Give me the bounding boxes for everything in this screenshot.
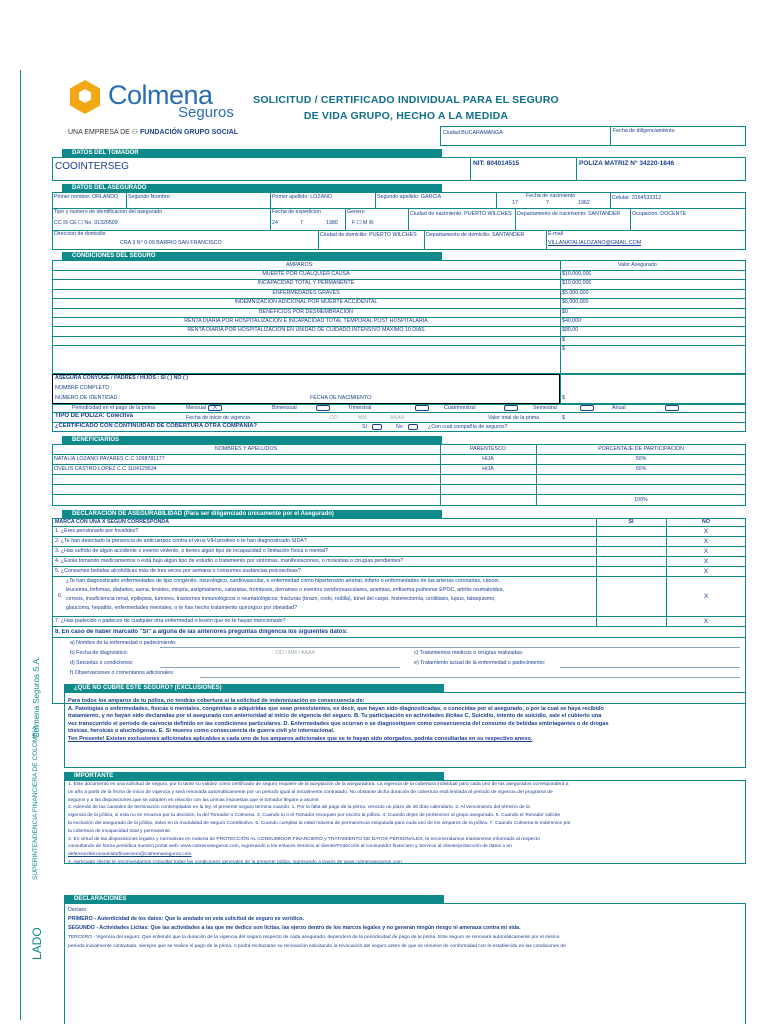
question-5: 5. ¿Consumes bebidas alcohólicas más de tres veces por semana o consumes sustancias psicoactivas?: [55, 568, 301, 574]
condiciones-section-bar: CONDICIONES DEL SEGURO: [62, 252, 442, 260]
divider: [52, 566, 746, 567]
declaracion-tercero-b: período inicialmente contratado, siempre que se realice el pago de la prima, o podrá rechazarse su renovación solicitando la revocación del seguro antes de que se renueve de conformidad con lo establecido en las condiciones de: [68, 944, 566, 949]
item-a[interactable]: a) Nombre de la enfermedad o padecimiento:: [70, 640, 177, 646]
declaracion-primero: PRIMERO - Autenticidad de los datos: Que lo anotado en esta solicitud de seguro es verídico.: [68, 916, 304, 922]
amparo-value[interactable]: $10,000,000: [562, 271, 592, 277]
exclusiones-line2: tratamiento, y no hayan sido declaradas por el asegurado con anterioridad al inicio de vigencia del seguro. B. Tu participación en actividades ilícitas C. Suicidio, intento de suicidio, sale el cubierto una: [68, 713, 602, 720]
divider: [52, 474, 746, 475]
answer-no-mark[interactable]: X: [703, 528, 709, 535]
divider: [52, 494, 746, 495]
direccion[interactable]: CRA 3 N° 0-09 BARRIO SAN FRANCISCO: [120, 240, 222, 246]
importante-section-bar: IMPORTANTE: [64, 772, 444, 780]
importante-p2d: la cobertura de incapacidad total y permanente.: [68, 828, 172, 834]
importante-p3b: consultando de forma periódica nuestro portal web: www.colmenaseguros.com, ingresando a los enlaces Servicio al cliente/Protección al consumidor financiero y Servicio al cliente/protección de datos o en: [68, 844, 512, 850]
divider: [610, 192, 611, 208]
amparo-value[interactable]: $0: [562, 308, 568, 315]
amparo-value[interactable]: $: [562, 336, 565, 343]
benef-percentage[interactable]: 50%: [635, 466, 647, 472]
declaro: Declaro:: [68, 907, 88, 913]
answer-no-mark[interactable]: X: [703, 618, 709, 625]
amparo-value[interactable]: $: [562, 346, 565, 353]
colmena-logo: [66, 76, 239, 146]
fecha-exp-year[interactable]: 1980: [326, 220, 338, 226]
importante-p3: 3. En virtud de las disposiciones legales y normativas en materia de PROTECCIÓN AL CONSUMIDOR FINANCIERO y TRATAMIENTO DE DATOS PERSONALES, te recomendamos mantenerse informado al respecto: [68, 836, 540, 842]
amparo-value[interactable]: $5,000,000: [562, 289, 589, 296]
importante-p2b: vigencia de la póliza, si esta no se renueva por tu decisión, la del Tomador o Colmena. 3. Cuando tu o el Tomador revoquen por escrito la póliza. 4. Cuando dejes de pertenecer al grupo asegurado. 5. Cuando el Tomador solicite: [68, 813, 561, 819]
lado-vertical-text: LADO: [30, 927, 44, 960]
divider: [52, 464, 746, 465]
celular[interactable]: Celular: 3164533312: [612, 195, 662, 201]
benef-percentage[interactable]: 50%: [635, 456, 647, 462]
fecha-nacimiento-conyuge[interactable]: FECHA DE NACIMIENTO:: [310, 395, 373, 401]
divider: [576, 157, 577, 181]
item-b-date[interactable]: DD / MM / AAAA: [276, 650, 316, 656]
bimensual-label: Bimensual: [272, 405, 297, 411]
divider: [424, 230, 425, 250]
question-8: 8. En caso de haber marcado "SI" a alguna de las anteriores preguntas diligencia los siguientes datos:: [55, 629, 348, 635]
amparo-value[interactable]: $6,000,000: [562, 299, 589, 306]
total-porcentaje: 100%: [634, 497, 648, 503]
declaraciones-section-bar: DECLARACIONES: [64, 895, 444, 903]
answer-no-mark[interactable]: X: [703, 558, 709, 565]
title-line2: DE VIDA GRUPO, HECHO A LA MEDIDA: [303, 110, 509, 122]
divider: [318, 230, 319, 250]
divider: [515, 208, 516, 230]
divider: [470, 157, 471, 181]
conyuge-value[interactable]: $: [562, 395, 565, 401]
fecha-nac-label: Fecha de nacimiento: [526, 193, 576, 199]
trimestral-label: Trimestral: [348, 405, 372, 411]
answer-line: [160, 667, 400, 668]
item-c[interactable]: c) Tratamientos médicos o cirugías realizadas:: [414, 650, 524, 656]
tomador-name[interactable]: COOINTERSEG: [55, 161, 129, 172]
tipo-poliza: TIPO DE POLIZA: Colectiva: [55, 413, 134, 419]
divider: [52, 336, 746, 337]
item-b[interactable]: b) Fecha de diagnóstico:: [70, 650, 129, 656]
divider: [596, 518, 597, 626]
fecha-exp-label: Fecha de expedicion: [272, 209, 321, 215]
empresa-name: FUNDACIÓN GRUPO SOCIAL: [140, 129, 239, 136]
bimensual-checkbox[interactable]: [316, 405, 330, 411]
primer-nombre[interactable]: Primer nombre: ORLANDO: [54, 194, 119, 200]
exclusiones-line1: A. Patologías o enfermedades, físicas o mentales, congénitas o adquiridas que sean preexistentes, es decir, que hayan sido diagnosticadas, o conocidas por el asegurado, o por la cual se haya recibido: [68, 705, 604, 712]
question-3: 3. ¿Has sufrido de algún accidente o evento violento, o tienes algún tipo de incapacidad o limitación física o mental?: [55, 548, 328, 554]
cuatrimestral-checkbox[interactable]: [504, 405, 518, 411]
trimestral-checkbox[interactable]: [415, 405, 429, 411]
divider: [52, 230, 746, 231]
declaracion-section-bar: DECLARACIÓN DE ASEGURABILIDAD (Para ser diligenciado únicamente por el Asegurado): [62, 510, 442, 518]
divider: [375, 192, 376, 208]
answer-no-mark[interactable]: X: [703, 538, 709, 545]
cuatrimestral-label: Cuatrimestral: [444, 405, 476, 411]
conyuge-value-box: [560, 374, 746, 404]
superintendencia-vertical-text: SUPERINTENDENCIA FINANCIERA DE COLOMBIA: [32, 726, 39, 880]
fecha-inicio-aaaa[interactable]: AAAA: [390, 415, 405, 421]
importante-p1b: un año a partir de la fecha de inicio de vigencia y será renovada automáticamente por un periodo igual al inicialmente contratado. No obstante dicha duración de cobertura está limitada al periodo de vigencia del programa de: [68, 789, 553, 795]
genero-label: Genero: [347, 209, 365, 215]
exclusiones-section-bar: ¿QUÉ NO CUBRE ESTE SEGURO? (EXCLUSIONES): [64, 684, 444, 692]
mensual-label: Mensual: [186, 405, 207, 411]
depto-domicilio[interactable]: Departamento de domicilio: SANTANDER: [426, 232, 525, 238]
ciudad-nacimiento[interactable]: Ciudad de nacimiento: PUERTO WILCHES: [410, 211, 512, 217]
col-porcentaje: PORCENTAJE DE PARTICIPACIÓN: [598, 446, 684, 452]
divider: [270, 208, 271, 230]
amparos-label: AMPAROS:: [286, 262, 314, 268]
answer-no-mark[interactable]: X: [703, 593, 709, 600]
benef-relationship[interactable]: HIJA: [482, 456, 494, 462]
fecha-exp-month[interactable]: 7: [300, 220, 303, 226]
benef-name[interactable]: NATALIA LOZANO PAYARES C.C 1098781177: [54, 456, 165, 462]
answer-no-mark[interactable]: X: [703, 548, 709, 555]
declaracion-segundo: SEGUNDO - Actividades Lícitas: Que las actividades a las que me dedico son lícitas, las ejerzo dentro de los marcos legales y no generan ningún riesgo ni amenaza contra mi vida.: [68, 925, 521, 931]
amparo-value[interactable]: $40,000: [562, 318, 582, 324]
depto-nacimiento[interactable]: Departamento de nacimiento: SANTANDER: [517, 211, 621, 217]
amparo-name: MUERTE POR CUALQUIER CAUSA: [262, 271, 350, 277]
divider: [52, 546, 746, 547]
question-6-line1: ¿Te han diagnosticado enfermedades de tipo congénito, neurológico, cardiovascular, o enfermedad como hipertensión arterial, infarto o enfermedades de las arterias coronarias, cáncer,: [66, 578, 501, 584]
valor-label: Valor Asegurado: [618, 262, 657, 268]
left-margin: [0, 0, 48, 1024]
importante-p2: 2. Además de las causales de terminación contempladas en la ley, el presente seguro termina cuando: 1. Por la falta de pago de la prima, vencido un plazo de 30 días calendario. 2. Al vencimiento del término de la: [68, 805, 530, 811]
form-title: [236, 92, 576, 124]
divider: [126, 192, 127, 208]
periodicidad-label: Periodicidad en el pago de la prima: [72, 405, 156, 411]
conyuge-question[interactable]: ASEGURA CONYUGE / PADRES / HIJOS : SI ( ) NO ( ): [55, 375, 189, 381]
fecha-inicio-mm[interactable]: MM: [358, 415, 367, 421]
fecha-inicio-dd[interactable]: DD: [330, 415, 338, 421]
brand-sub: Seguros: [178, 104, 234, 121]
tomador-nit[interactable]: NIT: 804014515: [473, 160, 520, 167]
email[interactable]: VILLANATALIALOZANO@GMAIL.COM: [548, 240, 642, 246]
item-d[interactable]: d) Secuelas o condiciones:: [70, 660, 134, 666]
nombre-completo[interactable]: NOMBRE COMPLETO :: [55, 385, 113, 391]
direccion-label: Direccion de domicilio: [54, 231, 106, 237]
fecha-exp-day[interactable]: 24: [272, 220, 278, 226]
tomador-section-bar: DATOS DEL TOMADOR: [62, 149, 442, 157]
tipo-id[interactable]: CC ☒ CE ☐ No. 91320509: [54, 220, 118, 226]
answer-line: [160, 647, 740, 648]
anual-label: Anual: [612, 405, 626, 411]
city-field[interactable]: Ciudad BUCARAMANGA: [443, 130, 503, 136]
declaracion-tercero: TERCERO - Vigencia del seguro: Que entiendo que la duración de la vigencia del seguro respecto de cada asegurado, dependerá de la periodicidad de pago de la prima. Este seguro se renovará automáticamente por el mismo: [68, 935, 560, 940]
divider: [52, 412, 746, 413]
certificado-si-checkbox[interactable]: [372, 424, 382, 430]
certificado-si: SI: [362, 424, 368, 430]
divider: [630, 208, 631, 230]
semestral-label: Semestral: [533, 405, 557, 411]
cual-compania: ¿Con cual compañía de seguros?: [428, 424, 508, 430]
exclusiones-line3: vez transcurrido el período de carencia definido en las condiciones particulares. D. Enfermedades que ocurran o se diagnostiquen como consecuencia del consumo de bebidas embriagantes o de drogas: [68, 720, 609, 727]
semestral-checkbox[interactable]: [580, 405, 594, 411]
divider: [52, 576, 746, 577]
asegurado-section-bar: DATOS DEL ASEGURADO: [62, 184, 442, 192]
question-6-line3: cirrosis, insuficiencia renal, epilepsia, tumores, trastornos inmunológicos o reumatológicos, fracturas (brazo, codo, rodilla), túnel del carpo, histerectomía, urolitiasis, lupus, tabaquismo,: [66, 596, 496, 602]
divider: [52, 556, 746, 557]
question-2: 2. ¿Te han detectado la presencia de anticuerpos contra el virus VIH positivo o te han diagnosticado SIDA?: [55, 538, 307, 544]
email-label: E-mail: [548, 231, 564, 237]
question-7: 7. ¿Has padecido o padeces de cualquier otra enfermedad o lesión que no te hayan mencionado?: [55, 618, 286, 624]
si-header: SI: [628, 519, 634, 525]
answer-no-mark[interactable]: X: [703, 568, 709, 575]
amparo-value[interactable]: $10,000,000: [562, 280, 592, 287]
divider: [52, 526, 746, 527]
margin-line: [20, 70, 21, 1020]
question-6-line4: glaucoma, hepatitis, enfermedades mentales, o te han hecho tratamiento quirúrgico por obesidad?: [66, 605, 298, 611]
numero-identidad[interactable]: NUMERO DE IDENTIDAD :: [55, 395, 121, 401]
fecha-nac-day[interactable]: 17: [512, 200, 518, 206]
col-parentesco: PARENTESCO: [469, 446, 507, 452]
declaraciones-text: [68, 906, 744, 951]
divider: [52, 484, 746, 485]
fecha-nac-year[interactable]: 1962: [578, 200, 590, 206]
empresa-line: UNA EMPRESA DE ⚇ FUNDACIÓN GRUPO SOCIAL: [68, 129, 239, 136]
no-header: NO: [702, 519, 710, 525]
divider: [52, 616, 746, 617]
divider: [52, 454, 746, 455]
question-6-number: 6.: [58, 593, 63, 599]
exclusiones-intro: Para todos los amparos de tu póliza, no tendrás cobertura si la solicitud de indemnización es consecuencia de:: [68, 698, 365, 704]
benef-name[interactable]: OVELIS CASTRO LOPEZ C.C 1104129634: [54, 466, 157, 472]
valor-total-label: Valor total de la prima: [488, 415, 540, 421]
tipo-id-label: Tipo y numero de identificacion del asegurado: [54, 209, 163, 215]
divider: [610, 126, 611, 146]
item-e[interactable]: e) Tratamiento actual de la enfermedad o padecimiento:: [414, 660, 546, 666]
divider: [546, 230, 547, 250]
ocupacion[interactable]: Ocupacion: DOCENTE: [632, 211, 687, 217]
divider: [52, 626, 746, 627]
certificado-no: No: [396, 424, 403, 430]
primer-apellido[interactable]: Primer apellido: LOZANO: [272, 194, 333, 200]
fecha-inicio-label: Fecha de inicio de vigencia: [186, 415, 250, 421]
certificado-question: ¿CERTIFICADO CON CONTINUIDAD DE COBERTURA OTRA COMPAÑIA?: [55, 423, 258, 429]
divider: [270, 192, 271, 208]
amparo-name: RENTA DIARIA POR HOSPITALIZACION E INCAPACIDAD TOTAL TEMPORAL POST HOSPITALARIA: [184, 318, 428, 324]
importante-p3c[interactable]: defensordelconsumidorfinanciero@colmenaseguros.com: [68, 852, 192, 858]
ciudad-domicilio[interactable]: Ciudad de domicilio: PUERTO WILCHES: [320, 232, 417, 238]
title-line1: SOLICITUD / CERTIFICADO INDIVIDUAL PARA EL SEGURO: [253, 94, 559, 106]
fecha-nac-month[interactable]: 7: [546, 200, 549, 206]
divider: [52, 536, 746, 537]
exclusiones-line5: Ten Presente! Existen exclusiones adicionales aplicables a cada uno de los amparos adicionales que se te hayan sido otorgados, podrás consultarlas en su respectivo anexo.: [68, 735, 533, 742]
amparo-name: BENEFICIOS POR DESMEMBRACION: [259, 308, 353, 315]
answer-line: [200, 677, 740, 678]
poliza-matriz[interactable]: POLIZA MATRIZ N° 34220-1846: [579, 160, 675, 167]
marca-instruction: MARCA CON UNA X SEGUN CORRESPONDA: [55, 519, 170, 525]
exclusiones-text: [68, 698, 744, 744]
date-label: Fecha de diligenciamiento: [613, 128, 675, 134]
mensual-checked-mark: X: [213, 405, 218, 411]
segundo-nombre[interactable]: Segundo Nombre:: [128, 194, 171, 200]
importante-p1c: seguros y a las disposiciones que se adopten en relación con las primas impuestas que el tomador llegare a asumir.: [68, 797, 320, 803]
divider: [496, 192, 497, 208]
empresa-prefix: UNA EMPRESA DE: [68, 129, 130, 136]
divider: [52, 637, 746, 638]
genero[interactable]: F ☐ M ☒: [352, 220, 374, 226]
amparo-value[interactable]: $80,00: [562, 327, 579, 334]
question-4: 4. ¿Estás tomando medicamentos o está bajo algún tipo de estudio o tratamiento por síntomas, manifestaciones, o molestias o cirugías pendientes?: [55, 558, 404, 564]
col-nombres: NOMBRES Y APELLIDOS: [214, 446, 278, 452]
anual-checkbox[interactable]: [665, 405, 679, 411]
brand-name: Colmena: [108, 80, 213, 110]
company-vertical-text: Colmena Seguros S.A.: [32, 656, 41, 738]
divider: [408, 208, 409, 230]
amparo-name: INCAPACIDAD TOTAL Y PERMANENTE: [257, 280, 355, 287]
exclusiones-line4: tóxicas, heroicas o alucinógenas. E. Si mueres como consecuencia de guerra civil y/o internacional.: [68, 728, 335, 735]
importante-p4: 4. Apreciado cliente te recomendamos consultar todas las condiciones generales de la presente póliza, ingresando a través de www.colmenaseguros.com: [68, 859, 402, 865]
segundo-apellido[interactable]: Segundo apellido: GARCIA: [377, 194, 442, 200]
valor-total-value[interactable]: $: [562, 415, 565, 421]
certificado-no-checkbox[interactable]: [408, 424, 418, 430]
answer-line: [560, 667, 740, 668]
importante-p1: 1. Este documento es una solicitud de seguro, por lo tanto su validez como certificado de seguro requiere de la aceptación de la aseguradora. La vigencia de la cobertura individual para cada uno de los asegurados corresponderá a: [68, 782, 569, 787]
importante-text: [68, 781, 744, 867]
amparo-name: RENTA DIARIA POR HOSPITALIZACION EN UNIDAD DE CUIDADO INTENSIVO MAXIMO 10 DIAS: [187, 327, 425, 334]
beneficiarios-section-bar: BENEFICIARIOS: [62, 436, 442, 444]
divider: [52, 345, 746, 346]
question-1: 1. ¿Eres pensionado por Invalidez?: [55, 528, 139, 534]
amparo-name: ENFERMEDADES GRAVES: [272, 289, 340, 296]
divider: [345, 208, 346, 230]
question-6-line2: leucemia, linfomas, diabetes, asma, tiroides, miopía, astigmatismo, cataratas, trombosis, derrames o eventos cerebrovasculares, anemias, enfisema pulmonar EPOC, artritis reumatoidea,: [66, 587, 505, 593]
item-f[interactable]: f) Observaciones o comentarios adicionales:: [70, 670, 175, 676]
amparo-name: INDEMNIZACION ADICIONAL POR MUERTE ACCIDENTAL: [234, 299, 378, 306]
benef-relationship[interactable]: HIJA: [482, 466, 494, 472]
importante-p2c: la exclusión del asegurado de la póliza, salvo en la modalidad de seguro Contributivo. 6. Cuando cumplas la edad máxima de permanencia estipulada para cada uno de los amparos de la póliza. 7. Cuando Colmena te indemnice por: [68, 820, 571, 826]
